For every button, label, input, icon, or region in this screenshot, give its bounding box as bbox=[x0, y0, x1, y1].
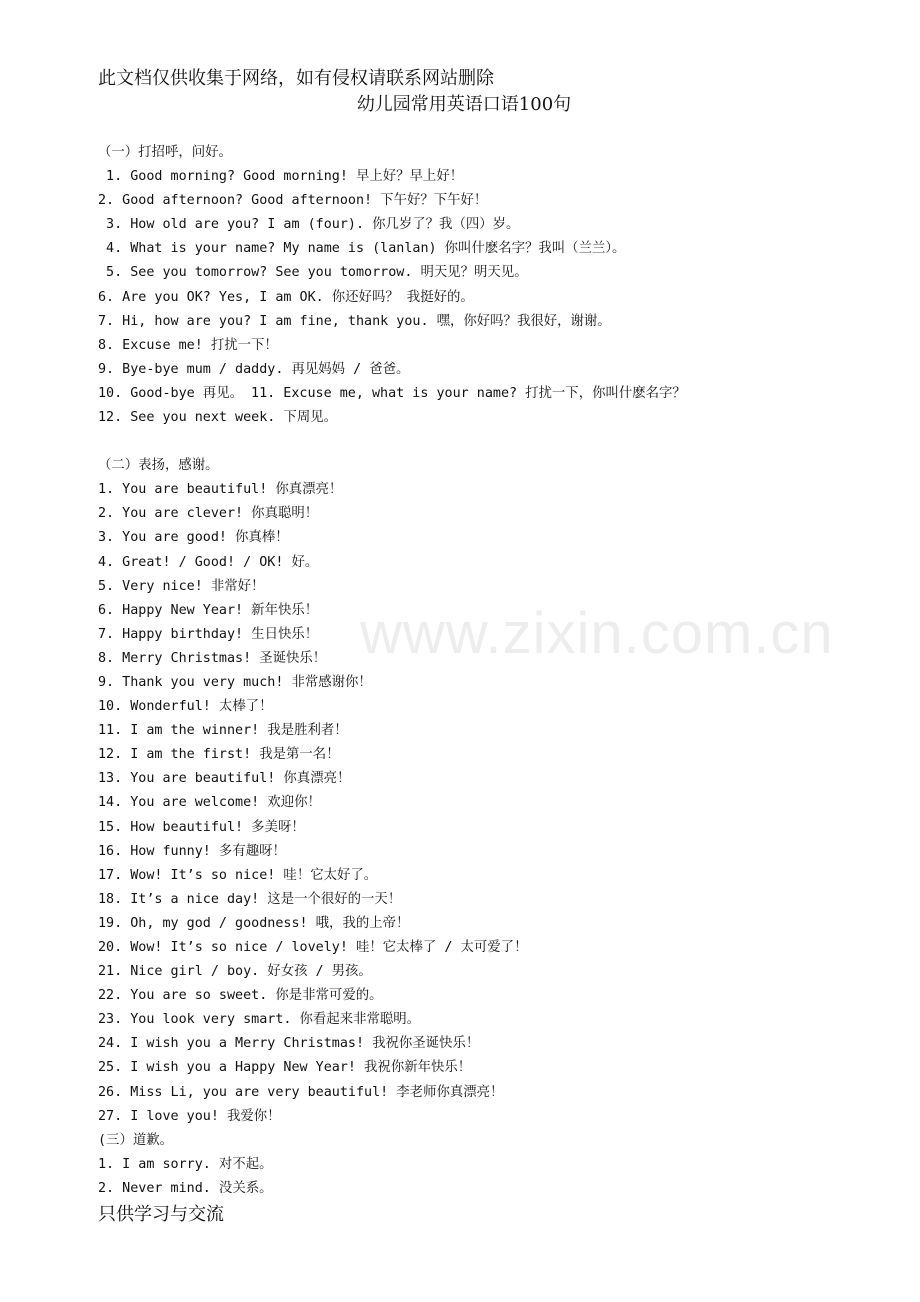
section-heading: （二）表扬，感谢。 bbox=[98, 458, 219, 474]
phrase-line: 12. I am the first! 我是第一名！ bbox=[98, 747, 340, 763]
section-greetings bbox=[98, 141, 686, 430]
phrase-line: 8. Excuse me! 打扰一下！ bbox=[98, 337, 278, 353]
phrase-line: 16. How funny! 多有趣呀！ bbox=[98, 843, 286, 859]
section-heading: （一）打招呼，问好。 bbox=[98, 145, 232, 160]
phrase-line: 9. Bye-bye mum / daddy. 再见妈妈 / 爸爸。 bbox=[98, 361, 410, 377]
section-apology bbox=[98, 1129, 686, 1201]
phrase-line: 1. I am sorry. 对不起。 bbox=[98, 1156, 273, 1172]
phrase-line: 22. You are so sweet. 你是非常可爱的。 bbox=[98, 988, 383, 1004]
phrase-line: 14. You are welcome! 欢迎你！ bbox=[98, 795, 321, 811]
phrase-line: 11. I am the winner! 我是胜利者！ bbox=[98, 723, 348, 739]
phrase-line: 18. It’s a nice day! 这是一个很好的一天！ bbox=[98, 891, 402, 907]
phrase-line: 17. Wow! It’s so nice! 哇！它太好了。 bbox=[98, 867, 378, 883]
phrase-line: 10. Good-bye 再见。 11. Excuse me, what is your name? 打扰一下，你叫什麽名字？ bbox=[98, 385, 686, 401]
phrase-line: 10. Wonderful! 太棒了！ bbox=[98, 699, 273, 715]
phrase-line: 6. Are you OK? Yes, I am OK. 你还好吗？ 我挺好的。 bbox=[98, 289, 474, 305]
phrase-line: 2. You are clever! 你真聪明！ bbox=[98, 506, 319, 522]
phrase-line: 13. You are beautiful! 你真漂亮！ bbox=[98, 771, 351, 787]
phrase-line: 5. Very nice! 非常好！ bbox=[98, 578, 265, 594]
phrase-list bbox=[98, 478, 686, 1129]
document-body bbox=[98, 141, 686, 1201]
section-praise bbox=[98, 454, 686, 1129]
phrase-line: 27. I love you! 我爱你！ bbox=[98, 1108, 281, 1124]
phrase-line: 2. Good afternoon? Good afternoon! 下午好？下午好！ bbox=[98, 193, 488, 209]
phrase-line: 2. Never mind. 没关系。 bbox=[98, 1180, 273, 1196]
phrase-line: 9. Thank you very much! 非常感谢你！ bbox=[98, 674, 372, 690]
watermark: www.zixin.com.cn bbox=[360, 601, 834, 666]
phrase-line: 1. You are beautiful! 你真漂亮！ bbox=[98, 482, 343, 498]
phrase-line: 7. Happy birthday! 生日快乐！ bbox=[98, 626, 319, 642]
phrase-line: 1. Good morning? Good morning! 早上好？早上好！ bbox=[98, 169, 464, 185]
phrase-line: 7. Hi, how are you? I am fine, thank you. 嘿，你好吗？我很好，谢谢。 bbox=[98, 313, 611, 329]
phrase-line: 5. See you tomorrow? See you tomorrow. 明天见？明天见。 bbox=[98, 265, 528, 281]
phrase-line: 23. You look very smart. 你看起来非常聪明。 bbox=[98, 1012, 421, 1028]
phrase-line: 25. I wish you a Happy New Year! 我祝你新年快乐！ bbox=[98, 1060, 472, 1076]
phrase-line: 3. How old are you? I am (four). 你几岁了？我（四）岁。 bbox=[98, 217, 520, 233]
phrase-line: 15. How beautiful! 多美呀！ bbox=[98, 819, 305, 835]
phrase-line: 8. Merry Christmas! 圣诞快乐！ bbox=[98, 650, 327, 666]
phrase-line: 24. I wish you a Merry Christmas! 我祝你圣诞快乐！ bbox=[98, 1036, 480, 1052]
section-heading: (三）道歉。 bbox=[98, 1132, 174, 1148]
footer-note: 只供学习与交流 bbox=[98, 1204, 224, 1225]
phrase-line: 26. Miss Li, you are very beautiful! 李老师你真漂亮！ bbox=[98, 1084, 504, 1100]
phrase-line: 20. Wow! It’s so nice / lovely! 哇！它太棒了 / 太可爱了！ bbox=[98, 940, 528, 955]
phrase-line: 6. Happy New Year! 新年快乐！ bbox=[98, 602, 319, 618]
copyright-notice: 此文档仅供收集于网络，如有侵权请联系网站删除 bbox=[98, 68, 494, 89]
phrase-line: 12. See you next week. 下周见。 bbox=[98, 410, 337, 426]
phrase-line: 4. What is your name? My name is (lanlan) 你叫什麽名字？我叫（兰兰）。 bbox=[98, 241, 626, 257]
phrase-list bbox=[98, 1153, 686, 1201]
phrase-line: 21. Nice girl / boy. 好女孩 / 男孩。 bbox=[98, 964, 372, 980]
phrase-line: 4. Great! / Good! / OK! 好。 bbox=[98, 554, 319, 570]
phrase-line: 19. Oh, my god / goodness! 哦，我的上帝！ bbox=[98, 915, 410, 931]
document-title: 幼儿园常用英语口语100句 bbox=[356, 94, 572, 115]
phrase-line: 3. You are good! 你真棒！ bbox=[98, 530, 289, 546]
phrase-list bbox=[98, 165, 686, 430]
